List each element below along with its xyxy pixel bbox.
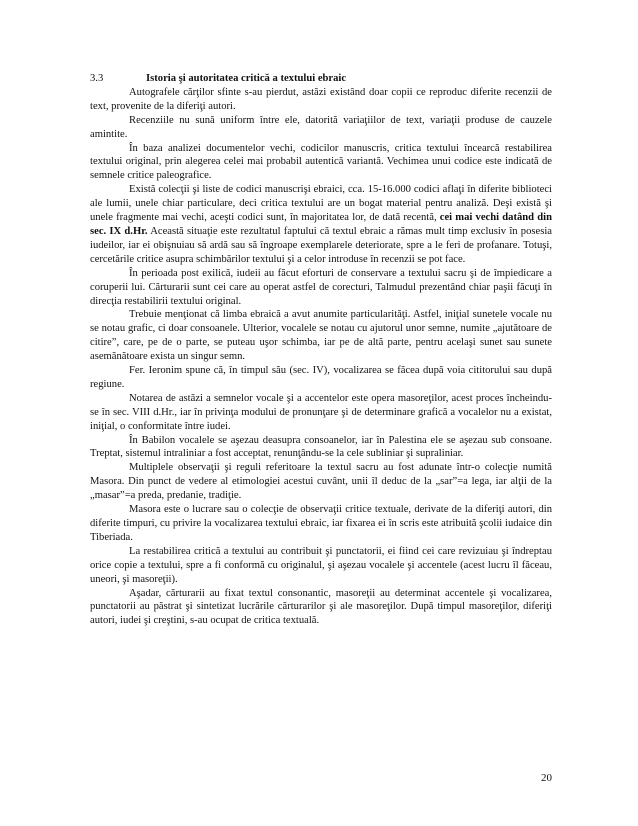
paragraph-masora: Masora este o lucrare sau o colecţie de observaţii critice textuale, derivate de la diferiţi autori, din diferite timpuri, cu privire la vocalizarea textului ebraic, iar fixarea ei în scris este atribuită şcolii iudaice din Tiberiada. [90, 504, 552, 543]
paragraph-babilon: În Babilon vocalele se aşezau deasupra consoanelor, iar în Palestina ele se aşezau sub consoane. Treptat, sistemul intraliniar a fost acceptat, renunţându-se la cele subliniar şi supraliniar. [90, 434, 552, 460]
paragraph-colectii-text: Există colecţii şi liste de codici manuscrişi ebraici, cca. 15-16.000 codici aflaţi în diferite biblioteci ale lumii, unele chiar particulare, deci critica textului are un bogat material pentru analiză. Deşi există şi unele fragmente mai vechi, aceşti codici sunt, în majoritatea lor, de dată recentă, [90, 184, 552, 224]
paragraph-colectii [90, 183, 552, 266]
paragraph-punctatori: La restabilirea critică a textului au contribuit şi punctatorii, ei fiind cei care revizuiau şi îndreptau orice copie a textului, spre a fi conformă cu originalul, şi aşezau vocalele şi accentele (acest lucru îl făceau, uneori, şi masoreţii). [90, 545, 552, 585]
page-number: 20 [541, 772, 552, 784]
section-title: Istoria şi autoritatea critică a textului ebraic [146, 73, 347, 84]
paragraph-particularitati: Trebuie menţionat că limba ebraică a avut anumite particularităţi. Astfel, iniţial sunetele vocale nu se notau grafic, ci doar consoanele. Ulterior, vocalele se notau cu ajutorul unor semne, numite „ajutătoare de citire”, care, pe de o parte, se puteau uşor schimba, iar pe de altă parte, pentru acelaşi sunet sau sunete asemănătoare exista un singur semn. [90, 309, 552, 363]
paragraph-notarea: Notarea de astăzi a semnelor vocale şi a accentelor este opera masoreţilor, acest proces încheindu-se în sec. VIII d.Hr., iar în privinţa modului de pronunţare şi de determinare grafică a vocalelor nu a existat, iniţial, o conformitate între iudei. [90, 392, 552, 432]
paragraph-recenzii: Recenziile nu sună uniform între ele, datorită variaţiilor de text, variaţii produse de cauzele amintite. [90, 114, 552, 140]
paragraph-ieronim: Fer. Ieronim spune că, în timpul său (sec. IV), vocalizarea se făcea după voia cititorului sau după regiune. [90, 365, 552, 390]
document-page [90, 72, 552, 628]
paragraph-colectii-rest: Această situaţie este rezultatul faptului că textul ebraic a rămas mult timp exclusiv în posesia iudeilor, iar ei obişnuiau să ardă sau să îngroape exemplarele deteriorate, spre a le feri de profanare. Totuşi, cercetările critice asupra schimbărilor textului şi a celor introduse în recenzii se pot face. [90, 225, 552, 265]
section-heading [90, 72, 552, 86]
section-number: 3.3 [90, 73, 104, 84]
emphasis-sec-ix: cei mai vechi datând din sec. IX d.Hr. [90, 212, 552, 237]
paragraph-asadar: Aşadar, cărturarii au fixat textul consonantic, masoreţii au determinat accentele şi vocalizarea, punctatorii au păstrat şi sintetizat lucrările cărturarilor şi ale masoreţilor. După timpul masoreţilor, diferiţi autori, iudei şi creştini, s-au ocupat de critica textuală. [90, 587, 552, 627]
paragraph-autografe: Autografele cărţilor sfinte s-au pierdut, astăzi existând doar copii ce reproduc diferite recenzii de text, provenite de la diferiţi autori. [90, 86, 552, 112]
paragraph-observatii: Multiplele observaţii şi reguli referitoare la textul sacru au fost adunate într-o colecţie numită Masora. Din punct de vedere al etimologiei acestui cuvânt, unii îl deduc de la „sar”=a lega, iar alţii de la „masar”=a preda, predanie, tradiţie. [90, 462, 552, 502]
paragraph-post-exilica: În perioada post exilică, iudeii au făcut eforturi de conservare a textului sacru şi de împiedicare a coruperii lui. Cărturarii sunt cei care au operat astfel de corecturi, Talmudul prezentând chiar paşii făcuţi în direcţia restabilirii textului original. [90, 267, 552, 307]
paragraph-analiza: În baza analizei documentelor vechi, codicilor manuscris, critica textului încearcă restabilirea textului original, prin alegerea celei mai probabil autentică variantă. Vechimea unui codice este indicată de semnele critice paleografice. [90, 142, 552, 182]
